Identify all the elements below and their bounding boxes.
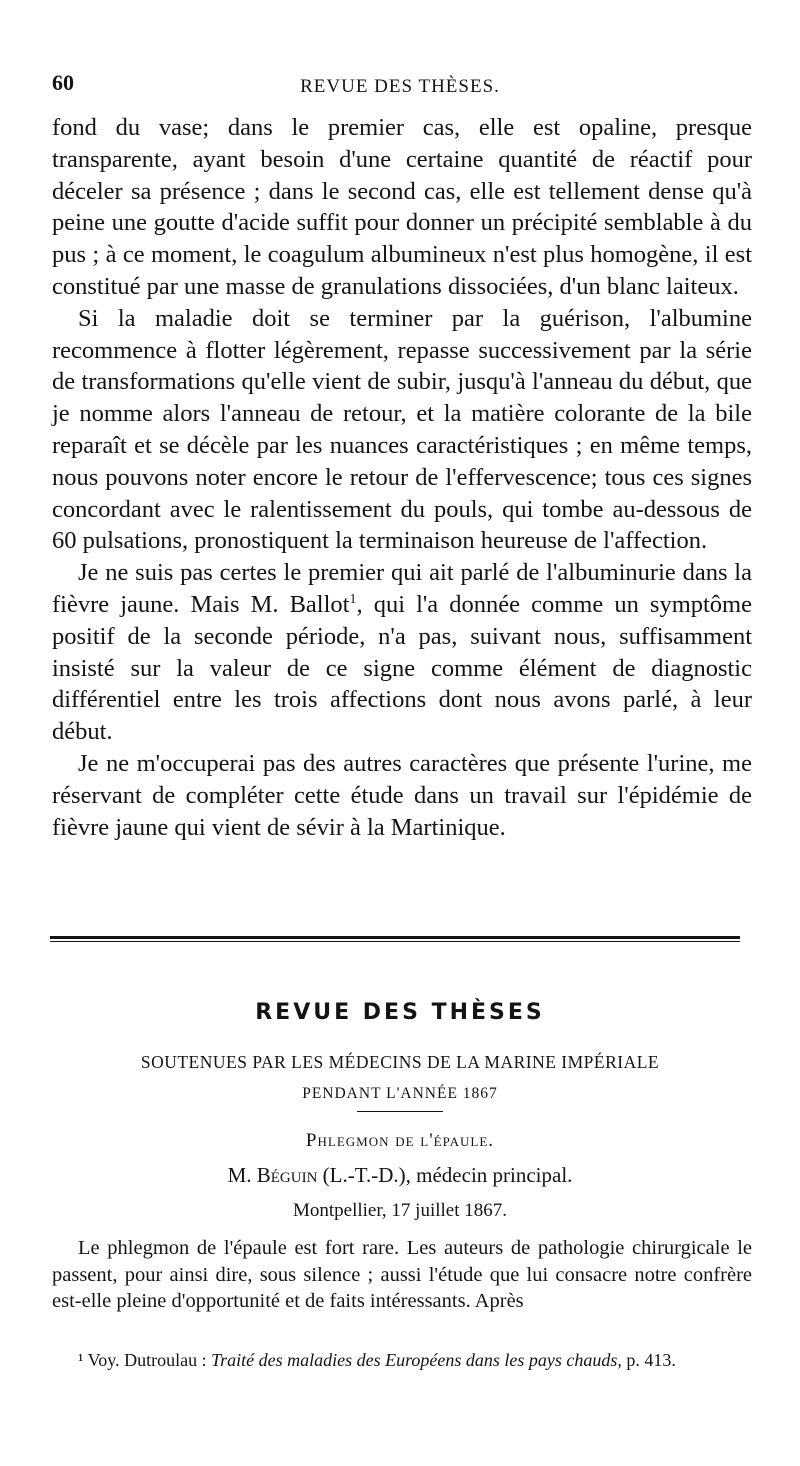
short-divider	[357, 1111, 443, 1112]
section-year-line: PENDANT L'ANNÉE 1867	[302, 1085, 498, 1102]
body-text	[52, 112, 752, 843]
section-subtitle: SOUTENUES PAR LES MÉDECINS DE LA MARINE IMPÉRIALE	[140, 1052, 660, 1072]
section-divider	[50, 936, 740, 939]
section-divider-thin	[50, 941, 740, 942]
paragraph-1: fond du vase; dans le premier cas, elle est opaline, presque transparente, ayant besoin d'une certaine quantité de réactif pour déceler sa présence ; dans le second cas, elle est tellement dense qu'à peine une goutte d'acide suffit pour donner un précipité semblable à du pus ; à ce moment, le coagulum albumineux n'est plus homogène, il est constitué par une masse de granulations dissociées, d'un blanc laiteux.	[52, 114, 752, 300]
footnote-marker: ¹	[78, 1350, 84, 1370]
paragraph-3-start: Je ne suis pas certes le premier qui ait parlé de l'albuminurie dans la fièvre jaune. Mais M. Ballot	[52, 559, 752, 618]
thesis-paragraph: Le phlegmon de l'épaule est fort rare. Les auteurs de pathologie chirurgicale le passent, pour ainsi dire, sous silence ; aussi l'étude que lui consacre notre confrère est-elle pleine d'opportunité et de faits intéressants. Après	[52, 1237, 752, 1312]
paragraph-3-end: qui l'a donnée comme un symptôme positif de la seconde période, n'a pas, suivant nous, suffisamment insisté sur la valeur de ce signe comme élément de diagnostic différentiel entre les trois affections dont nous avons parlé, à leur début.	[52, 590, 752, 746]
paragraph-4: Je ne m'occuperai pas des autres caractères que présente l'urine, me réservant de compléter cette étude dans un travail sur l'épidémie de fièvre jaune qui vient de sévir à la Martinique.	[52, 749, 752, 841]
thesis-author	[0, 1163, 800, 1188]
section-title: REVUE DES THÈSES	[255, 1000, 545, 1025]
paragraph-2: Si la maladie doit se terminer par la guérison, l'albumine recommence à flotter légèrement, repasse successivement par la série de transformations qu'elle vient de subir, jusqu'à l'anneau du début, que je nomme alors l'anneau de retour, et la matière colorante de la bile reparaît et se décèle par les nuances caractéristiques ; en même temps, nous pouvons noter encore le retour de l'effervescence; tous ces signes concordant avec le ralentissement du pouls, qui tombe au-dessous de 60 pulsations, pronostiquent la terminaison heureuse de l'affection.	[52, 304, 752, 555]
footnote-prefix: Voy. Dutroulau :	[83, 1350, 212, 1370]
footnote-reference[interactable]: 1	[349, 591, 357, 607]
footnote-title: Traité des maladies des Européens dans les pays chauds,	[211, 1350, 622, 1370]
thesis-author-name: M. Béguin	[227, 1163, 318, 1187]
paragraph-3: Je ne suis pas certes le premier qui ait parlé de l'albuminurie dans la fièvre jaune. Mais M. Ballot$^1$, qui l'a donnée comme un symptôme positif de la seconde période, n'a pas, suivant nous, suffisamment insisté sur la valeur de ce signe comme élément de diagnostic différentiel entre les trois affections dont nous avons parlé, à leur début.	[52, 559, 752, 746]
thesis-title: Phlegmon de l'épaule.	[305, 1130, 495, 1151]
thesis-place-date: Montpellier, 17 juillet 1867.	[292, 1200, 508, 1221]
thesis-author-rank: médecin principal.	[416, 1163, 573, 1187]
thesis-author-initials: (L.-T.-D.),	[317, 1163, 417, 1187]
page-number: 60	[52, 70, 74, 95]
footnote-suffix: p. 413.	[621, 1350, 676, 1370]
running-head: REVUE DES THÈSES.	[300, 76, 500, 97]
thesis-body	[52, 1235, 752, 1315]
footnote	[52, 1348, 752, 1372]
